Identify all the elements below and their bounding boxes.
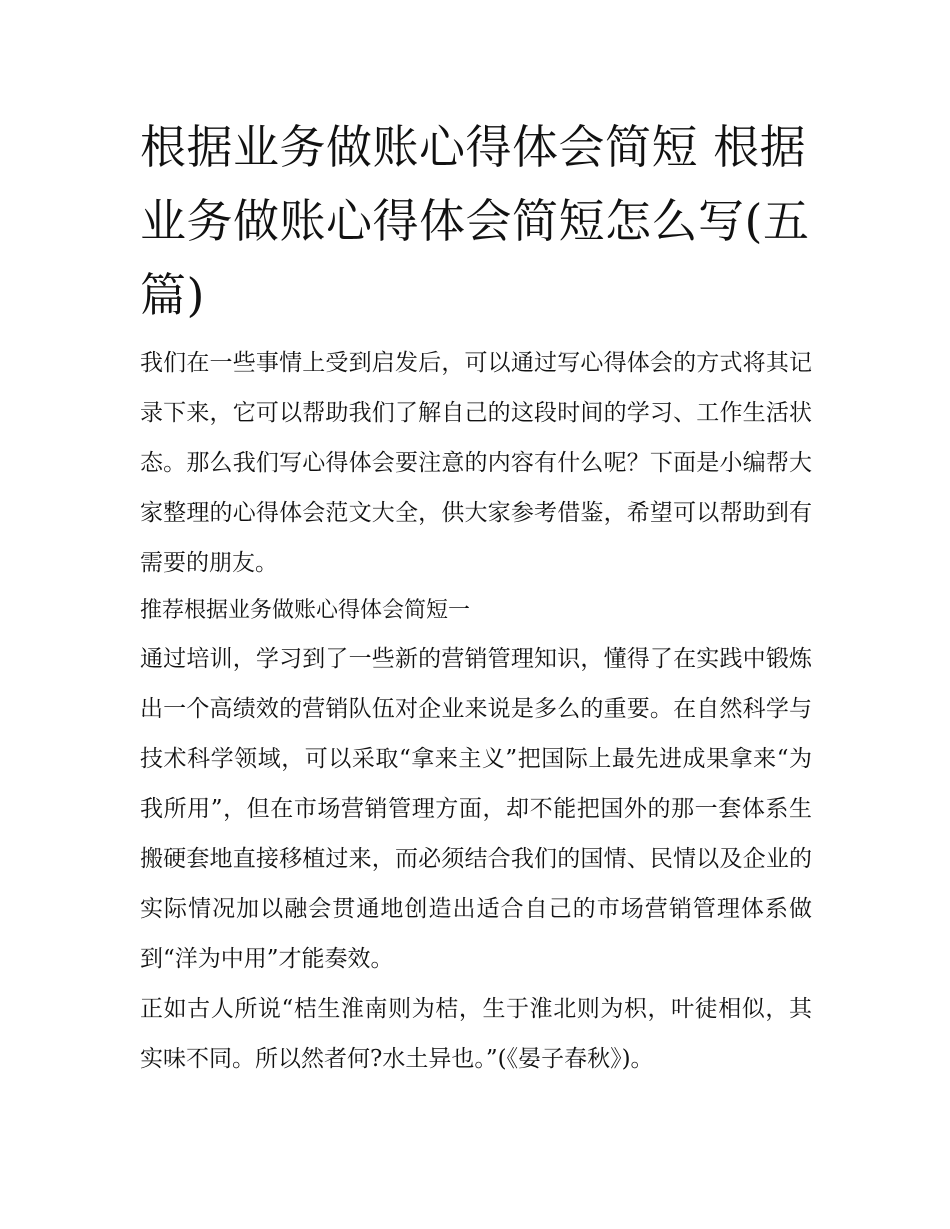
document-title: 根据业务做账心得体会简短 根据业务做账心得体会简短怎么写(五篇) xyxy=(140,120,810,322)
section-heading: 推荐根据业务做账心得体会简短一 xyxy=(140,598,471,623)
body-paragraph-2: 正如古人所说“桔生淮南则为桔，生于淮北则为枳，叶徒相似，其实味不同。所以然者何?水土异也。”(《晏子春秋》)。 xyxy=(140,996,812,1072)
body-paragraph-1: 通过培训，学习到了一些新的营销管理知识，懂得了在实践中锻炼出一个高绩效的营销队伍对企业来说是多么的重要。在自然科学与技术科学领域，可以采取“拿来主义”把国际上最先进成果拿来“为我所用”，但在市场营销管理方面，却不能把国外的那一套体系生搬硬套地直接移植过来，而必须结合我们的国情、民情以及企业的实际情况加以融会贯通地创造出适合自己的市场营销管理体系做到“洋为中用”才能奏效。 xyxy=(140,646,812,972)
intro-paragraph: 我们在一些事情上受到启发后，可以通过写心得体会的方式将其记录下来，它可以帮助我们了解自己的这段时间的学习、工作生活状态。那么我们写心得体会要注意的内容有什么呢？下面是小编帮大家整理的心得体会范文大全，供大家参考借鉴，希望可以帮助到有需要的朋友。 xyxy=(140,350,812,576)
document-page xyxy=(140,110,812,1084)
